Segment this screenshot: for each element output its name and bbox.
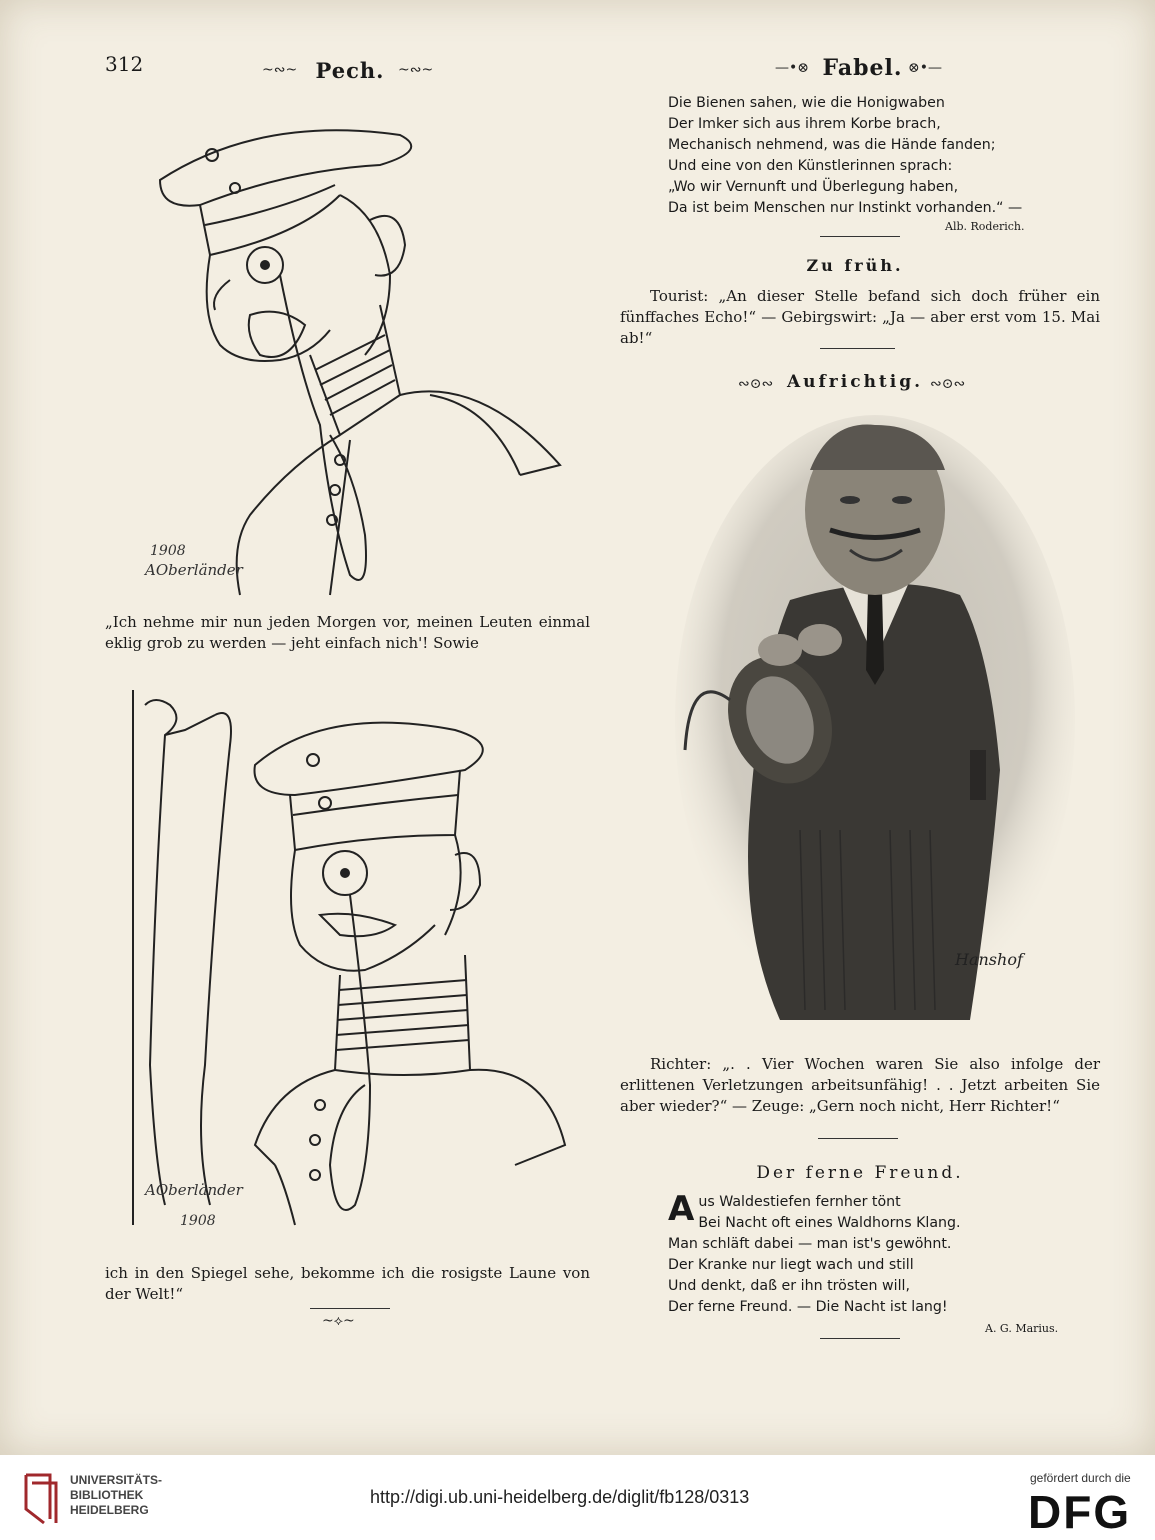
- ornament-right-icon: ∾⊙∾: [930, 376, 966, 392]
- ornament-icon: ~⟡~: [322, 1313, 355, 1329]
- illustration-man-with-hat: [670, 410, 1080, 1030]
- pech-title: Pech.: [315, 58, 385, 83]
- poem-line: Bei Nacht oft eines Waldhorns Klang.: [698, 1215, 961, 1231]
- zufrueh-text: Tourist: „An dieser Stelle befand sich doch früher ein fünffaches Echo!“ — Gebirgswirt: „Ja — aber erst vom 15. Mai ab!“: [620, 287, 1100, 347]
- freund-author: A. G. Marius.: [985, 1322, 1059, 1335]
- poem-line: Und eine von den Künstlerinnen sprach:: [668, 158, 953, 174]
- svg-text:Hanshof: Hanshof: [955, 950, 1023, 969]
- fabel-author: Alb. Roderich.: [945, 220, 1025, 233]
- poem-line: Mechanisch nehmend, was die Hände fanden;: [668, 137, 996, 153]
- aufrichtig-title: Aufrichtig.: [786, 372, 924, 392]
- divider: [820, 348, 895, 349]
- library-logo-icon: [22, 1469, 64, 1525]
- svg-text:AOberländer: AOberländer: [145, 561, 243, 579]
- svg-text:1908: 1908: [150, 543, 186, 559]
- caption-top: „Ich nehme mir nun jeden Morgen vor, meinen Leuten einmal eklig grob zu werden — jeht einfach nich'! Sowie: [105, 613, 590, 652]
- zufrueh-title: Zu früh.: [806, 256, 904, 275]
- divider: [310, 1308, 390, 1309]
- ornament-left-icon: —•⊗: [775, 60, 809, 76]
- poem-line: Der ferne Freund. — Die Nacht ist lang!: [668, 1299, 948, 1315]
- svg-text:AOberländer: AOberländer: [145, 1181, 243, 1199]
- divider: [818, 1138, 898, 1139]
- freund-title: Der ferne Freund.: [756, 1163, 964, 1183]
- source-url-link[interactable]: http://digi.ub.uni-heidelberg.de/diglit/fb128/0313: [370, 1487, 750, 1507]
- dfg-logo: DFG: [1028, 1486, 1132, 1538]
- caption-bottom: ich in den Spiegel sehe, bekomme ich die rosigste Laune von der Welt!“: [105, 1264, 590, 1303]
- divider: [820, 1338, 900, 1339]
- fabel-poem: [668, 93, 1022, 219]
- divider: [820, 236, 900, 237]
- library-name: UNIVERSITÄTS- BIBLIOTHEK HEIDELBERG: [70, 1473, 163, 1517]
- ornament-left-icon: ∾⊙∾: [738, 376, 774, 392]
- illustration-soldier-smiling: [125, 685, 595, 1230]
- poem-line: Der Imker sich aus ihrem Korbe brach,: [668, 116, 941, 132]
- ornament-left-icon: ~∾~: [262, 62, 298, 78]
- freund-poem: [668, 1189, 1068, 1318]
- dropcap: A: [668, 1189, 695, 1229]
- illustration-soldier-shouting: [140, 95, 580, 605]
- poem-line: Und denkt, daß er ihn trösten will,: [668, 1278, 910, 1294]
- poem-line: Der Kranke nur liegt wach und still: [668, 1257, 914, 1273]
- poem-line: Man schläft dabei — man ist's gewöhnt.: [668, 1236, 952, 1252]
- poem-line: Die Bienen sahen, wie die Honigwaben: [668, 95, 945, 111]
- sponsor-label: gefördert durch die: [1030, 1471, 1131, 1485]
- poem-line: us Waldestiefen fernher tönt: [698, 1194, 901, 1210]
- footer-bar: [0, 1455, 1155, 1540]
- svg-text:1908: 1908: [180, 1213, 216, 1229]
- fabel-title: Fabel.: [822, 55, 903, 81]
- ornament-right-icon: ~∾~: [398, 62, 434, 78]
- aufrichtig-text: Richter: „. . Vier Wochen waren Sie also infolge der erlittenen Verletzungen arbeitsunfähig! . . Jetzt arbeiten Sie aber wieder?“ — Zeuge: „Gern noch nicht, Herr Richter!“: [620, 1055, 1100, 1115]
- poem-line: „Wo wir Vernunft und Überlegung haben,: [668, 179, 959, 195]
- ornament-right-icon: ⊗•—: [908, 60, 942, 76]
- poem-line: Da ist beim Menschen nur Instinkt vorhanden.“ —: [668, 200, 1023, 216]
- page-number: 312: [105, 52, 144, 76]
